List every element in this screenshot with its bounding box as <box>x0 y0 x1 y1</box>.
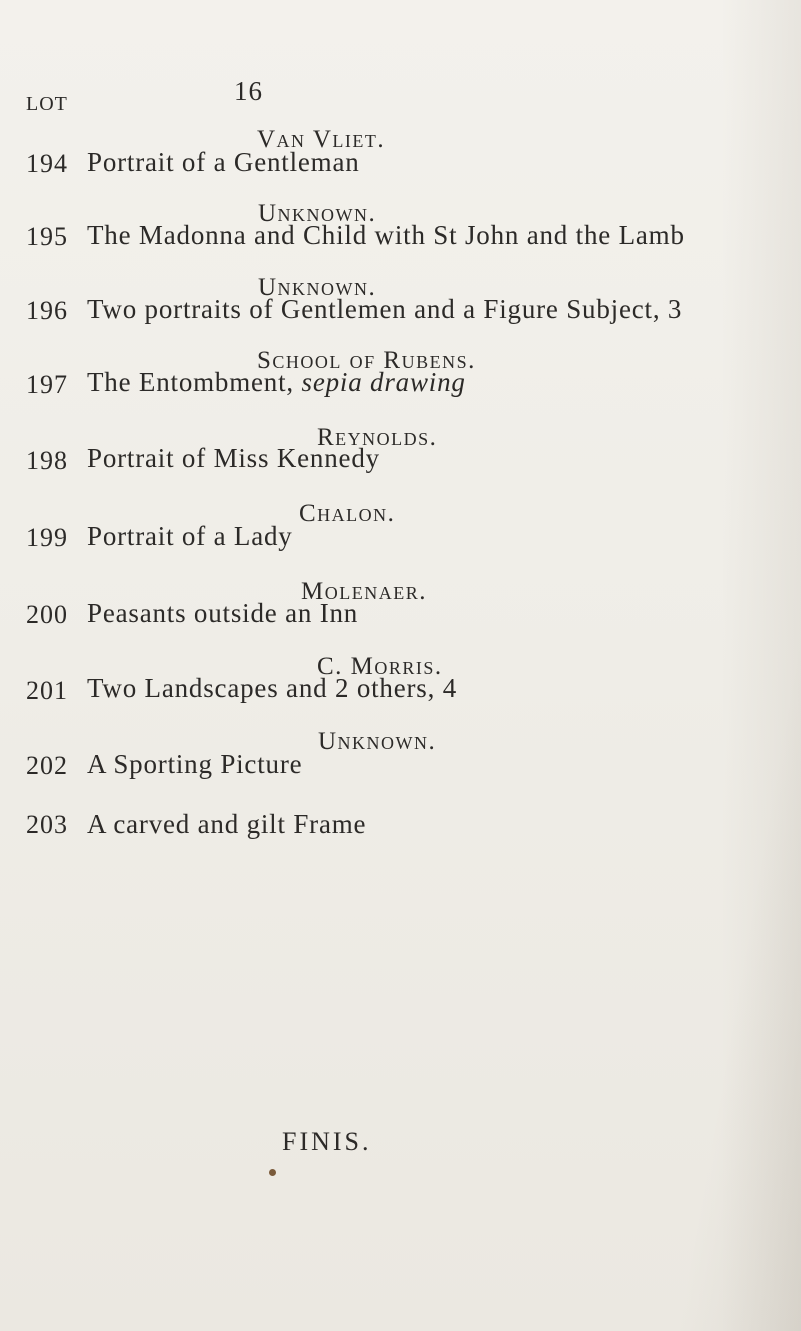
lot-197-title-main: The Entombment, <box>87 367 302 397</box>
lot-199-artist: Chalon. <box>299 500 396 527</box>
lot-195-title: The Madonna and Child with St John and the Lamb <box>87 220 685 250</box>
lot-199-title: Portrait of a Lady <box>87 521 293 551</box>
finis-closing: FINIS. <box>282 1127 372 1156</box>
lot-195-number: 195 <box>26 222 68 251</box>
lot-196-number: 196 <box>26 296 68 325</box>
lot-202-number: 202 <box>26 751 68 780</box>
lot-197-title <box>87 367 466 398</box>
lot-200-number: 200 <box>26 600 68 629</box>
lot-196-artist: Unknown. <box>258 274 377 301</box>
lot-194-artist: Van Vliet. <box>257 126 386 153</box>
lot-199-number: 199 <box>26 523 68 552</box>
lot-201-number: 201 <box>26 676 68 705</box>
lot-194-title: Portrait of a Gentleman <box>87 147 360 177</box>
lot-197-title-medium: sepia drawing <box>301 367 466 397</box>
paper-speck <box>269 1169 276 1176</box>
lot-200-title: Peasants outside an Inn <box>87 598 359 628</box>
lot-198-artist: Reynolds. <box>317 424 438 451</box>
lot-201-title: Two Landscapes and 2 others, 4 <box>87 673 458 703</box>
lot-194-number: 194 <box>26 149 68 178</box>
lot-196-title: Two portraits of Gentlemen and a Figure Subject, 3 <box>87 294 683 324</box>
lot-197-artist: School of Rubens. <box>257 347 476 374</box>
lot-202-artist: Unknown. <box>318 728 437 755</box>
lot-197-number: 197 <box>26 370 68 399</box>
lot-198-number: 198 <box>26 446 68 475</box>
lot-column-heading: LOT <box>26 93 68 115</box>
lot-203-number: 203 <box>26 810 68 839</box>
lot-195-artist: Unknown. <box>258 200 377 227</box>
lot-198-title: Portrait of Miss Kennedy <box>87 443 380 473</box>
lot-202-title: A Sporting Picture <box>87 749 303 779</box>
page-edge-shadow <box>721 0 801 1331</box>
lot-203-title: A carved and gilt Frame <box>87 809 367 839</box>
lot-200-artist: Molenaer. <box>301 578 427 605</box>
page-number: 16 <box>234 76 263 106</box>
lot-201-artist: C. Morris. <box>317 653 443 680</box>
